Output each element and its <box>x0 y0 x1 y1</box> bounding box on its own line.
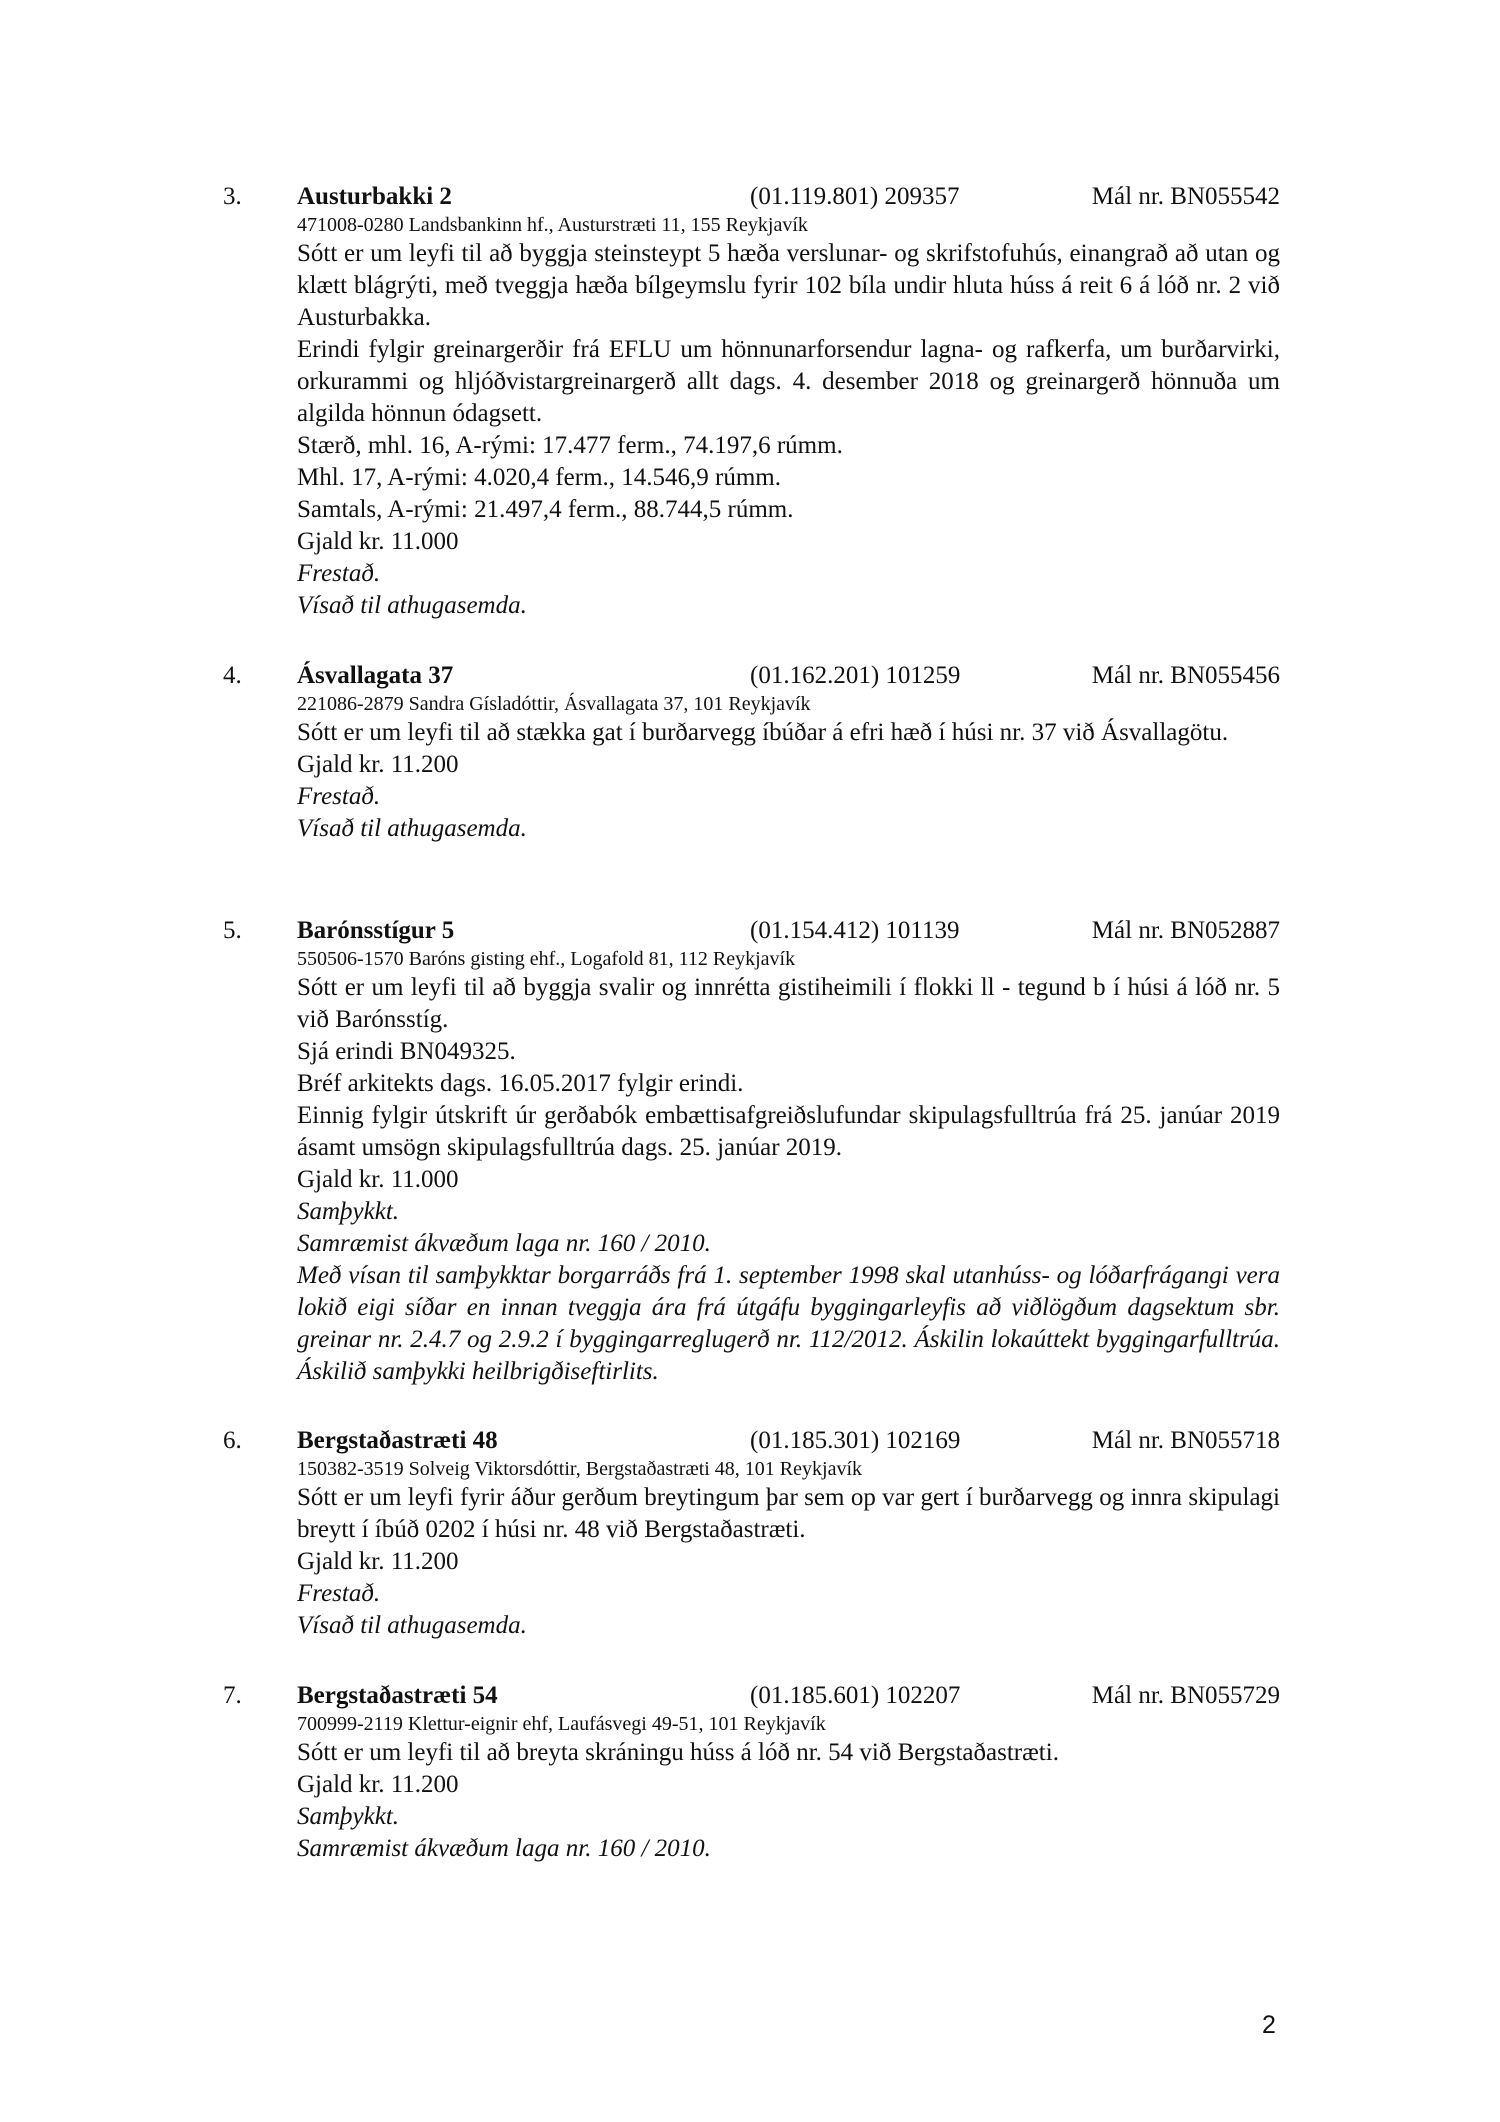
case-attachments: Erindi fylgir greinargerðir frá EFLU um hönnunarforsendur lagna- og rafkerfa, um burðarvirki, orkurammi og hljóðvistargreinargerð allt dags. 4. desember 2018 og greinargerð hönnuða um algilda hönnun ódagsett. <box>297 336 1280 427</box>
land-reference: (01.162.201) 101259 <box>750 662 961 689</box>
applicant: 150382-3519 Solveig Viktorsdóttir, Bergstaðastræti 48, 101 Reykjavík <box>297 1458 863 1480</box>
fee: Gjald kr. 11.200 <box>297 1771 459 1798</box>
page-number: 2 <box>1262 2011 1276 2039</box>
applicant: 471008-0280 Landsbankinn hf., Austurstræti 11, 155 Reykjavík <box>297 214 808 236</box>
case-description: Sótt er um leyfi til að byggja svalir og innrétta gistiheimili í flokki ll - tegund b í húsi á lóð nr. 5 við Barónsstíg. <box>297 974 1280 1033</box>
case-description: Sótt er um leyfi til að stækka gat í burðarvegg íbúðar á efri hæð í húsi nr. 37 við Ásvallagötu. <box>297 719 1229 746</box>
case-id: Mál nr. BN055456 <box>1091 662 1280 689</box>
land-reference: (01.119.801) 209357 <box>750 183 960 210</box>
additional-documents: Einnig fylgir útskrift úr gerðabók embættisafgreiðslufundar skipulagsfulltrúa frá 25. janúar 2019 ásamt umsögn skipulagsfulltrúa dags. 25. janúar 2019. <box>297 1102 1280 1161</box>
case-number: 6. <box>223 1427 242 1454</box>
size-line: Mhl. 17, A-rými: 4.020,4 ferm., 14.546,9 rúmm. <box>297 464 781 491</box>
case-id: Mál nr. BN055542 <box>1091 183 1280 210</box>
case-body <box>297 1711 1280 1865</box>
case-id: Mál nr. BN055729 <box>1091 1682 1280 1709</box>
case-description: Sótt er um leyfi til að byggja steinsteypt 5 hæða verslunar- og skrifstofuhús, einangrað að utan og klætt blágrýti, með tveggja hæða bílgeymslu fyrir 102 bíla undir hluta húss á reit 6 á lóð nr. 2 við Austurbakka. <box>297 240 1280 331</box>
case-address: Bergstaðastræti 48 <box>297 1427 498 1454</box>
applicant: 550506-1570 Baróns gisting ehf., Logafold 81, 112 Reykjavík <box>297 948 796 970</box>
case-body <box>297 1456 1280 1642</box>
case-number: 7. <box>223 1682 242 1709</box>
related-case: Sjá erindi BN049325. <box>297 1038 516 1065</box>
decision: Frestað. <box>297 1580 381 1607</box>
case-body <box>297 691 1280 845</box>
case-body <box>297 212 1280 622</box>
law-reference: Samræmist ákvæðum laga nr. 160 / 2010. <box>297 1835 711 1862</box>
fee: Gjald kr. 11.000 <box>297 1166 459 1193</box>
case-address: Bergstaðastræti 54 <box>297 1682 498 1709</box>
size-line: Stærð, mhl. 16, A-rými: 17.477 ferm., 74.197,6 rúmm. <box>297 432 843 459</box>
land-reference: (01.185.301) 102169 <box>750 1427 961 1454</box>
decision: Frestað. <box>297 560 381 587</box>
fee: Gjald kr. 11.200 <box>297 751 459 778</box>
case-number: 4. <box>223 662 242 689</box>
decision: Frestað. <box>297 783 381 810</box>
case-address: Austurbakki 2 <box>297 183 452 210</box>
size-line: Samtals, A-rými: 21.497,4 ferm., 88.744,5 rúmm. <box>297 496 794 523</box>
decision: Samþykkt. <box>297 1198 400 1225</box>
decision: Samþykkt. <box>297 1803 400 1830</box>
land-reference: (01.185.601) 102207 <box>750 1682 961 1709</box>
decision-note: Vísað til athugasemda. <box>297 1612 527 1639</box>
case-body <box>297 946 1280 1388</box>
approval-conditions: Með vísan til samþykktar borgarráðs frá 1. september 1998 skal utanhúss- og lóðarfrágangi vera lokið eigi síðar en innan tveggja ára frá útgáfu byggingarleyfis að viðlögðum dagsektum sbr. greinar nr. 2.4.7 og 2.9.2 í byggingarreglugerð nr. 112/2012. Áskilin lokaúttekt byggingarfulltrúa. Áskilið samþykki heilbrigðiseftirlits. <box>297 1262 1280 1385</box>
land-reference: (01.154.412) 101139 <box>750 917 960 944</box>
architect-letter: Bréf arkitekts dags. 16.05.2017 fylgir erindi. <box>297 1070 744 1097</box>
case-number: 3. <box>223 183 242 210</box>
law-reference: Samræmist ákvæðum laga nr. 160 / 2010. <box>297 1230 711 1257</box>
fee: Gjald kr. 11.000 <box>297 528 459 555</box>
case-number: 5. <box>223 917 242 944</box>
case-address: Barónsstígur 5 <box>297 917 455 944</box>
fee: Gjald kr. 11.200 <box>297 1548 459 1575</box>
case-id: Mál nr. BN052887 <box>1091 917 1280 944</box>
decision-note: Vísað til athugasemda. <box>297 815 527 842</box>
applicant: 221086-2879 Sandra Gísladóttir, Ásvallagata 37, 101 Reykjavík <box>297 693 811 715</box>
case-description: Sótt er um leyfi til að breyta skráningu húss á lóð nr. 54 við Bergstaðastræti. <box>297 1739 1059 1766</box>
case-id: Mál nr. BN055718 <box>1091 1427 1280 1454</box>
applicant: 700999-2119 Klettur-eignir ehf, Laufásvegi 49-51, 101 Reykjavík <box>297 1713 826 1735</box>
case-description: Sótt er um leyfi fyrir áður gerðum breytingum þar sem op var gert í burðarvegg og innra skipulagi breytt í íbúð 0202 í húsi nr. 48 við Bergstaðastræti. <box>297 1484 1280 1543</box>
case-address: Ásvallagata 37 <box>297 662 454 689</box>
decision-note: Vísað til athugasemda. <box>297 592 527 619</box>
